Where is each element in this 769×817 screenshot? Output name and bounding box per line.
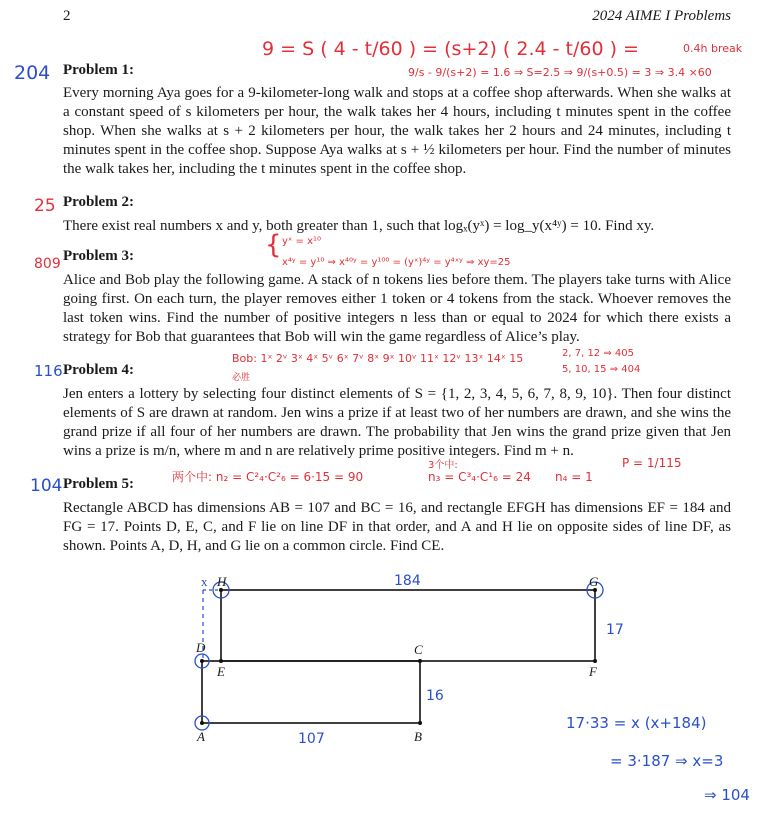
p1-text: Every morning Aya goes for a 9-kilometer-long walk and stops at a coffee shop afterwards. When she walks at a constant speed of s kilometers per hour, the walk takes her 4 hours, including t minutes spent in the coffee shop. When she walks at s + 2 kilometers per hour, the walk takes her 2 hours and 24 minutes, including t minutes spent in the coffee shop. Suppose Aya walks at s + ½ kilometers per hour. Find the number of minutes the walk takes her, including the t minutes spent in the coffee shop. <box>63 85 731 177</box>
p5-count-4: n₄ = 1 <box>555 470 593 484</box>
label-h: H <box>217 574 227 589</box>
fig-eq-3: ⇒ 104 <box>704 786 750 804</box>
p5-count-3: n₃ = C³₄·C¹₆ = 24 <box>428 470 531 484</box>
p4-mod-1: 2, 7, 12 ⇒ 405 <box>562 348 634 359</box>
p3-sys-2: x⁴ʸ = y¹⁰ ⇒ x⁴⁰ʸ = y¹⁰⁰ = (yˣ)⁴ʸ = y⁴ˣʸ ⇒ xy=25 <box>282 257 511 268</box>
point-a <box>200 721 204 725</box>
p2-answer: 25 <box>34 196 56 216</box>
p1-answer: 204 <box>14 62 51 84</box>
p5-prob: P = 1/115 <box>622 456 682 470</box>
p4-title: Problem 4: <box>63 362 134 378</box>
header-title: 2024 AIME I Problems <box>592 8 731 24</box>
fig-eq-2: = 3·187 ⇒ x=3 <box>610 752 724 770</box>
label-f: F <box>589 664 597 679</box>
label-17: 17 <box>606 622 624 638</box>
label-184: 184 <box>394 573 421 589</box>
p4-bob-sub: 必胜 <box>232 373 251 383</box>
label-c: C <box>414 642 423 657</box>
p1-title: Problem 1: <box>63 62 134 78</box>
p5-count-2: 两个中: n₂ = C²₄·C²₆ = 6·15 = 90 <box>172 470 364 484</box>
p5-title: Problem 5: <box>63 476 134 492</box>
p5-count-3-head: 3个中: <box>428 460 458 471</box>
p3-title: Problem 3: <box>63 248 134 264</box>
label-a: A <box>197 729 205 744</box>
p5-text: Rectangle ABCD has dimensions AB = 107 and BC = 16, and rectangle EFGH has dimensions EF = 184 and FG = 17. Points D, E, C, and F lie on line DF in that order, and A and H lie on opposite sides of line DF, as shown. Points A, D, H, and G lie on a common circle. Find CE. <box>63 500 731 554</box>
label-e: E <box>217 664 225 679</box>
label-g: G <box>589 574 599 589</box>
fig-eq-1: 17·33 = x (x+184) <box>566 714 707 732</box>
label-107: 107 <box>298 731 325 747</box>
p2-text: There exist real numbers x and y, both greater than 1, such that logₓ(yˣ) = log_y(x⁴ʸ) = 10. Find xy. <box>63 218 655 234</box>
p2-title: Problem 2: <box>63 194 134 210</box>
page-number: 2 <box>63 8 71 24</box>
p5-answer: 104 <box>30 476 63 496</box>
p1-break-note: 0.4h break <box>683 42 743 55</box>
point-f <box>593 659 597 663</box>
point-b <box>418 721 422 725</box>
p4-answer: 116 <box>34 362 63 380</box>
point-d <box>200 659 204 663</box>
label-16: 16 <box>426 688 444 704</box>
label-x-mark: x <box>201 574 208 589</box>
label-b: B <box>414 729 422 744</box>
point-e <box>219 659 223 663</box>
rectangle-efgh <box>221 590 595 661</box>
p3-sys-1: yˣ = x¹⁰ <box>282 236 322 247</box>
p1-equation-1: 9 = S ( 4 - t/60 ) = (s+2) ( 2.4 - t/60 ) = <box>262 38 639 60</box>
p4-mod-2: 5, 10, 15 ⇒ 404 <box>562 364 641 375</box>
p3-text: Alice and Bob play the following game. A stack of n tokens lies before them. The players take turns with Alice going first. On each turn, the player removes either 1 token or 4 tokens from the stack. Whoever removes the last token wins. Find the number of positive integers n less than or equal to 2024 for which there exists a strategy for Bob that guarantees that Bob will win the game regardless of Alice’s play. <box>63 272 731 345</box>
system-brace: { <box>265 230 282 260</box>
point-c <box>418 659 422 663</box>
p3-answer: 809 <box>34 256 61 272</box>
p4-text: Jen enters a lottery by selecting four distinct elements of S = {1, 2, 3, 4, 5, 6, 7, 8, 9, 10}. Then four distinct elements of S are drawn at random. Jen wins a prize if at least two of her numbers are drawn, and she wins the grand prize if all four of her numbers are drawn. The probability that Jen wins the grand prize given that Jen wins a prize is m/n, where m and n are relatively prime positive integers. Find m + n. <box>63 386 731 459</box>
label-d: D <box>196 640 206 655</box>
p4-bob-note: Bob: 1ˣ 2ᵛ 3ˣ 4ˣ 5ᵛ 6ˣ 7ᵛ 8ˣ 9ˣ 10ᵛ 11ˣ 12ᵛ 13ˣ 14ˣ 15 <box>232 352 524 365</box>
rectangle-abcd <box>202 661 420 723</box>
p1-equation-2: 9/s - 9/(s+2) = 1.6 ⇒ S=2.5 ⇒ 9/(s+0.5) = 3 ⇒ 3.4 ×60 <box>408 66 712 79</box>
